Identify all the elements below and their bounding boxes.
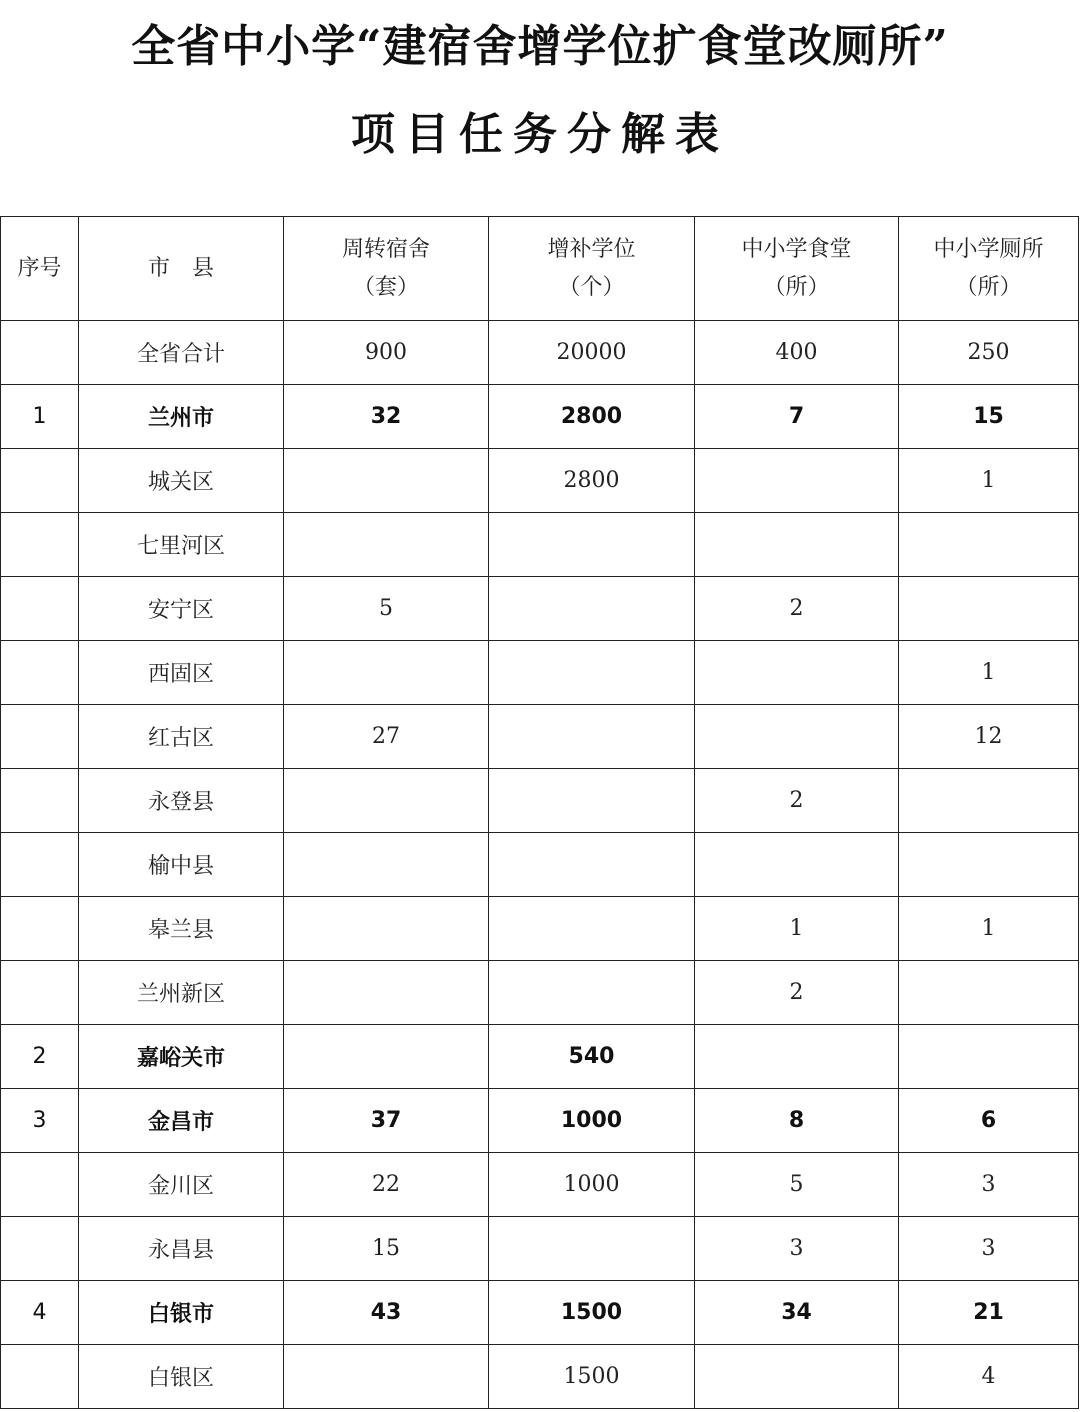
cell-canteen: 34 bbox=[695, 1281, 899, 1345]
cell-seats bbox=[489, 513, 695, 577]
cell-toilet bbox=[899, 961, 1079, 1025]
cell-canteen: 2 bbox=[695, 577, 899, 641]
header-dorm bbox=[284, 217, 489, 321]
cell-seats: 20000 bbox=[489, 321, 695, 385]
cell-no bbox=[1, 897, 79, 961]
document-title: 全省中小学“建宿舍增学位扩食堂改厕所” bbox=[131, 21, 949, 72]
cell-district: 皋兰县 bbox=[79, 897, 284, 961]
table-row-total bbox=[1, 321, 1079, 385]
header-canteen-unit: （所） bbox=[763, 274, 830, 300]
cell-district: 兰州新区 bbox=[79, 961, 284, 1025]
cell-no bbox=[1, 513, 79, 577]
cell-canteen: 400 bbox=[695, 321, 899, 385]
header-toilet-unit: （所） bbox=[955, 274, 1022, 300]
cell-district: 永登县 bbox=[79, 769, 284, 833]
cell-canteen: 2 bbox=[695, 961, 899, 1025]
cell-toilet: 1 bbox=[899, 641, 1079, 705]
table-row bbox=[1, 833, 1079, 897]
cell-dorm: 43 bbox=[284, 1281, 489, 1345]
cell-seats: 1000 bbox=[489, 1153, 695, 1217]
cell-dorm bbox=[284, 769, 489, 833]
header-dorm-name: 周转宿舍 bbox=[341, 236, 430, 262]
cell-dorm: 22 bbox=[284, 1153, 489, 1217]
cell-toilet: 15 bbox=[899, 385, 1079, 449]
cell-no bbox=[1, 577, 79, 641]
cell-no bbox=[1, 1153, 79, 1217]
cell-seats bbox=[489, 897, 695, 961]
cell-dorm: 900 bbox=[284, 321, 489, 385]
cell-no bbox=[1, 1345, 79, 1409]
header-no: 序号 bbox=[1, 217, 79, 321]
cell-canteen bbox=[695, 1025, 899, 1089]
cell-canteen: 8 bbox=[695, 1089, 899, 1153]
cell-no: 1 bbox=[1, 385, 79, 449]
cell-no bbox=[1, 769, 79, 833]
cell-canteen bbox=[695, 833, 899, 897]
cell-toilet: 12 bbox=[899, 705, 1079, 769]
cell-dorm: 15 bbox=[284, 1217, 489, 1281]
table-row bbox=[1, 769, 1079, 833]
cell-district: 红古区 bbox=[79, 705, 284, 769]
cell-dorm bbox=[284, 1345, 489, 1409]
cell-dorm bbox=[284, 449, 489, 513]
cell-district: 兰州市 bbox=[79, 385, 284, 449]
cell-no bbox=[1, 641, 79, 705]
cell-dorm bbox=[284, 1025, 489, 1089]
header-district: 市 县 bbox=[79, 217, 284, 321]
table-header-row bbox=[1, 217, 1079, 321]
cell-no bbox=[1, 321, 79, 385]
cell-toilet: 6 bbox=[899, 1089, 1079, 1153]
cell-no: 3 bbox=[1, 1089, 79, 1153]
cell-district: 永昌县 bbox=[79, 1217, 284, 1281]
cell-canteen: 2 bbox=[695, 769, 899, 833]
cell-seats: 2800 bbox=[489, 449, 695, 513]
cell-toilet bbox=[899, 833, 1079, 897]
cell-toilet: 250 bbox=[899, 321, 1079, 385]
cell-no: 2 bbox=[1, 1025, 79, 1089]
cell-district: 安宁区 bbox=[79, 577, 284, 641]
header-seats bbox=[489, 217, 695, 321]
header-toilet bbox=[899, 217, 1079, 321]
cell-toilet: 3 bbox=[899, 1153, 1079, 1217]
cell-toilet: 21 bbox=[899, 1281, 1079, 1345]
cell-canteen: 3 bbox=[695, 1217, 899, 1281]
cell-district: 嘉峪关市 bbox=[79, 1025, 284, 1089]
cell-canteen bbox=[695, 449, 899, 513]
cell-seats bbox=[489, 833, 695, 897]
cell-district: 榆中县 bbox=[79, 833, 284, 897]
table-row bbox=[1, 705, 1079, 769]
cell-toilet: 1 bbox=[899, 449, 1079, 513]
cell-canteen: 7 bbox=[695, 385, 899, 449]
cell-district: 白银区 bbox=[79, 1345, 284, 1409]
cell-toilet: 4 bbox=[899, 1345, 1079, 1409]
cell-toilet bbox=[899, 513, 1079, 577]
cell-toilet: 1 bbox=[899, 897, 1079, 961]
table-row-city bbox=[1, 1089, 1079, 1153]
table-row-city bbox=[1, 1281, 1079, 1345]
cell-dorm bbox=[284, 641, 489, 705]
table-row bbox=[1, 1153, 1079, 1217]
cell-canteen bbox=[695, 705, 899, 769]
cell-seats bbox=[489, 641, 695, 705]
header-seats-name: 增补学位 bbox=[547, 236, 636, 262]
cell-no bbox=[1, 961, 79, 1025]
cell-canteen: 1 bbox=[695, 897, 899, 961]
header-seats-unit: （个） bbox=[558, 274, 625, 300]
cell-district: 金昌市 bbox=[79, 1089, 284, 1153]
cell-dorm bbox=[284, 513, 489, 577]
cell-dorm: 27 bbox=[284, 705, 489, 769]
cell-seats: 1000 bbox=[489, 1089, 695, 1153]
cell-district: 城关区 bbox=[79, 449, 284, 513]
cell-canteen bbox=[695, 513, 899, 577]
cell-seats bbox=[489, 705, 695, 769]
cell-district: 西固区 bbox=[79, 641, 284, 705]
table-row bbox=[1, 1217, 1079, 1281]
cell-toilet bbox=[899, 577, 1079, 641]
cell-district: 白银市 bbox=[79, 1281, 284, 1345]
cell-toilet bbox=[899, 1025, 1079, 1089]
table-row bbox=[1, 513, 1079, 577]
table-row-city bbox=[1, 1025, 1079, 1089]
header-dorm-unit: （套） bbox=[352, 274, 419, 300]
table-row bbox=[1, 449, 1079, 513]
table-row bbox=[1, 577, 1079, 641]
cell-seats: 540 bbox=[489, 1025, 695, 1089]
document-subtitle: 项目任务分解表 bbox=[351, 109, 729, 160]
cell-dorm bbox=[284, 833, 489, 897]
cell-district: 七里河区 bbox=[79, 513, 284, 577]
table-row bbox=[1, 1345, 1079, 1409]
cell-seats: 1500 bbox=[489, 1281, 695, 1345]
task-breakdown-table bbox=[0, 216, 1079, 1409]
cell-toilet: 3 bbox=[899, 1217, 1079, 1281]
table-row bbox=[1, 961, 1079, 1025]
cell-dorm: 32 bbox=[284, 385, 489, 449]
table-row-city bbox=[1, 385, 1079, 449]
header-canteen bbox=[695, 217, 899, 321]
header-canteen-name: 中小学食堂 bbox=[741, 236, 852, 262]
cell-no: 4 bbox=[1, 1281, 79, 1345]
cell-dorm: 37 bbox=[284, 1089, 489, 1153]
table-row bbox=[1, 897, 1079, 961]
cell-seats: 1500 bbox=[489, 1345, 695, 1409]
cell-seats bbox=[489, 769, 695, 833]
cell-dorm bbox=[284, 961, 489, 1025]
header-toilet-name: 中小学厕所 bbox=[933, 236, 1044, 262]
cell-district: 金川区 bbox=[79, 1153, 284, 1217]
cell-seats: 2800 bbox=[489, 385, 695, 449]
cell-canteen bbox=[695, 1345, 899, 1409]
cell-dorm: 5 bbox=[284, 577, 489, 641]
cell-no bbox=[1, 449, 79, 513]
cell-seats bbox=[489, 577, 695, 641]
table-row bbox=[1, 641, 1079, 705]
cell-district: 全省合计 bbox=[79, 321, 284, 385]
cell-canteen bbox=[695, 641, 899, 705]
cell-no bbox=[1, 833, 79, 897]
cell-toilet bbox=[899, 769, 1079, 833]
cell-canteen: 5 bbox=[695, 1153, 899, 1217]
cell-no bbox=[1, 705, 79, 769]
cell-seats bbox=[489, 961, 695, 1025]
cell-no bbox=[1, 1217, 79, 1281]
cell-seats bbox=[489, 1217, 695, 1281]
cell-dorm bbox=[284, 897, 489, 961]
